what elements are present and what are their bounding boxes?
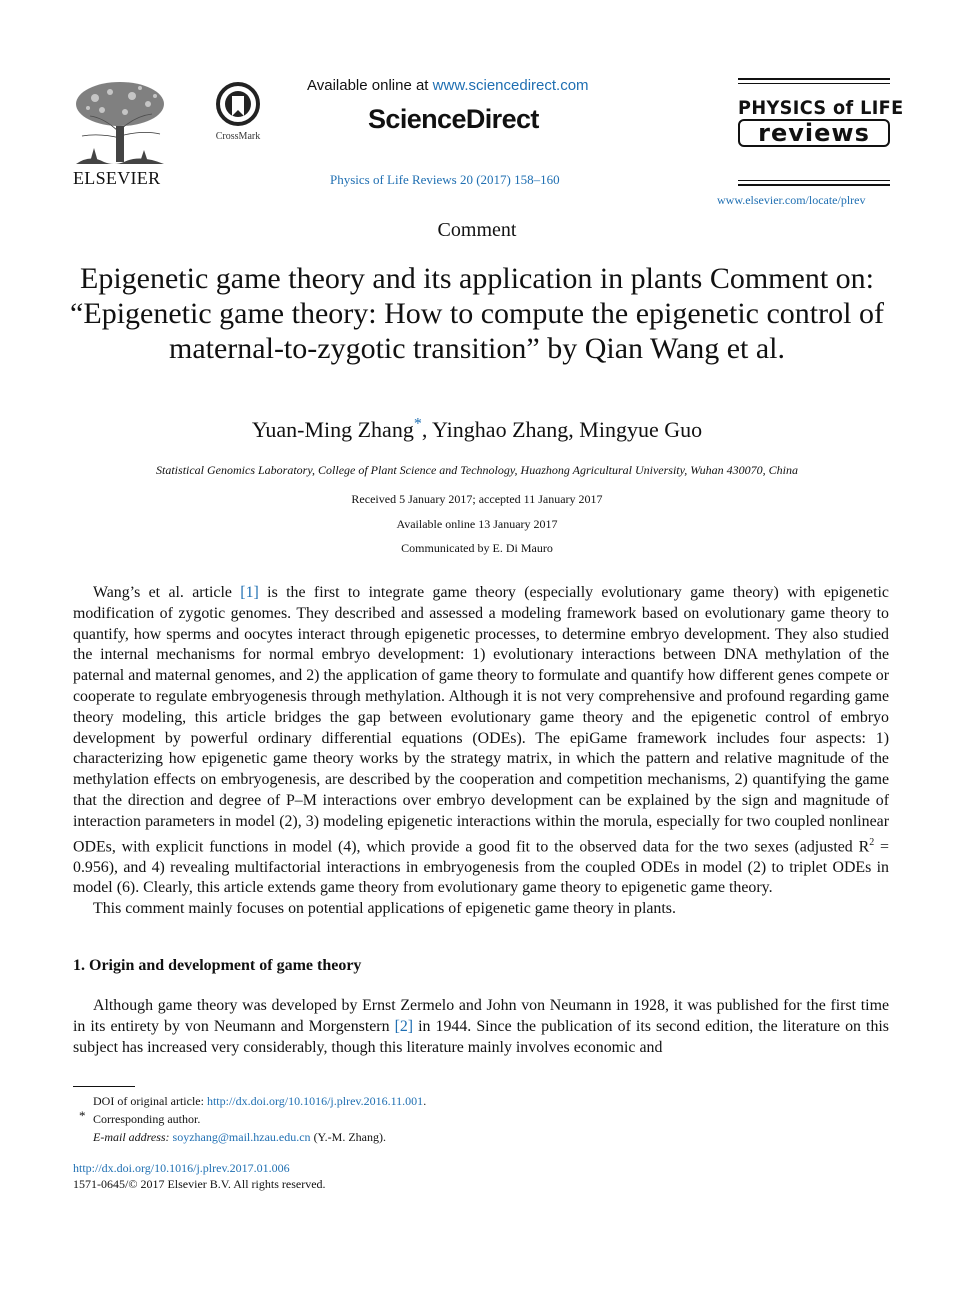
footnote-star: * bbox=[79, 1108, 86, 1123]
article-type: Comment bbox=[437, 219, 517, 241]
original-doi-link[interactable]: http://dx.doi.org/10.1016/j.plrev.2016.11.001 bbox=[206, 1094, 424, 1108]
crossmark-label: CrossMark bbox=[215, 131, 261, 142]
text-span: DOI of original article: bbox=[93, 1094, 207, 1108]
journal-title-line2: reviews bbox=[738, 119, 890, 147]
text-span: . bbox=[423, 1094, 427, 1108]
text-span: (Y.-M. Zhang). bbox=[310, 1130, 386, 1144]
section-text bbox=[73, 996, 889, 1058]
text-span: Corresponding author. bbox=[93, 1112, 201, 1126]
crossmark-icon bbox=[216, 82, 260, 126]
text-span: = 0.956), and 4) revealing multifactorial interactions in embryogenesis from the coupled ODEs in model (2) to triplet ODEs in model (6). Clearly, this article extends game theory from evolutionary game theory to epigenetic game theory. bbox=[73, 837, 889, 897]
article-dates bbox=[0, 487, 954, 561]
page-footer bbox=[73, 1160, 326, 1192]
paragraph bbox=[73, 583, 889, 899]
text-span: is the first to integrate game theory (especially evolutionary game theory) with epigenetic modification of zygotic genomes. They described and assessed a modeling framework based on evolutionary game theory to quantify, how sperms and oocytes interact through epigenetic processes, to determine embryo development. They also studied the internal mechanisms for normal embryo development: 1) evolutionary interactions between DNA methylation of the paternal and maternal genomes, and 2) the application of game theory to formulate and quantify how different genes compete or cooperate to regulate embryogenesis through methylation. Although it is not very comprehensive and profound regarding game theory modeling, this article bridges the gap between evolutionary game theory and the epigenetic control of embryo development by powerful ordinary differential equations (ODEs). The epiGame framework includes four aspects: 1) characterizing how epigenetic game theory works by the strategy matrix, in which the pattern and relative magnitude of the methylation effects on embryogenesis, are described by the cooperation and competition mechanisms, 2) quantifying the game that the direction and degree of P–M interactions over embryo development can be explained by the sign and magnitude of interaction parameters in model (2), 3) modeling epigenetic interactions within the morula, especially for two coupled nonlinear ODEs, with explicit functions in model (4), which provide a good fit to the observed data for the two sexes (adjusted R bbox=[73, 584, 889, 855]
sciencedirect-link[interactable]: www.sciencedirect.com bbox=[432, 77, 589, 94]
reference-link[interactable]: [1] bbox=[240, 584, 259, 601]
sciencedirect-brand: ScienceDirect bbox=[368, 104, 539, 134]
corresponding-author-mark[interactable]: * bbox=[413, 415, 422, 433]
issn-copyright: 1571-0645/© 2017 Elsevier B.V. All rights reserved. bbox=[73, 1177, 326, 1191]
crossmark-badge[interactable] bbox=[210, 82, 266, 142]
paragraph bbox=[73, 996, 889, 1058]
page-header bbox=[0, 0, 954, 215]
footnote-rule bbox=[73, 1086, 135, 1087]
journal-logo bbox=[738, 78, 904, 190]
paragraph: This comment mainly focuses on potential applications of epigenetic game theory in plants. bbox=[93, 900, 676, 918]
received-date: Received 5 January 2017; accepted 11 January 2017 bbox=[351, 492, 603, 506]
bottom-rule-thin bbox=[738, 180, 890, 181]
doi-footnote bbox=[73, 1092, 889, 1110]
reference-link[interactable]: [2] bbox=[394, 1017, 414, 1035]
text-span: in 1944. Since the publication of its second edition, the literature on this subject has increased very considerably, though this literature mainly involves economic and bbox=[73, 1017, 889, 1056]
top-rule-thin bbox=[738, 83, 890, 84]
intro-text bbox=[73, 583, 889, 920]
text-span: Wang’s et al. article bbox=[93, 584, 241, 601]
elsevier-tree-icon bbox=[70, 78, 170, 166]
section-heading: 1. Origin and development of game theory bbox=[73, 957, 362, 974]
journal-title-line1: PHYSICS of LIFE bbox=[738, 97, 904, 119]
footnotes bbox=[73, 1092, 889, 1146]
corresponding-footnote bbox=[73, 1110, 889, 1128]
email-footnote bbox=[73, 1128, 889, 1146]
communicated-by: Communicated by E. Di Mauro bbox=[401, 541, 553, 555]
superscript: 2 bbox=[869, 836, 875, 848]
publisher-name: ELSEVIER bbox=[73, 168, 161, 188]
available-prefix: Available online at bbox=[307, 77, 433, 94]
available-date: Available online 13 January 2017 bbox=[396, 516, 558, 531]
email-link[interactable]: soyzhang@mail.hzau.edu.cn bbox=[172, 1130, 311, 1144]
article-title: Epigenetic game theory and its application in plants Comment on: “Epigenetic game theory: How to compute the epigenetic control of maternal-to-zygotic transition” by Qian Wang et al. bbox=[70, 262, 884, 365]
top-rule bbox=[738, 78, 890, 80]
journal-url[interactable]: www.elsevier.com/locate/plrev bbox=[717, 193, 866, 207]
other-authors: , Yinghao Zhang, Mingyue Guo bbox=[421, 417, 703, 442]
text-span: Although game theory was developed by Ernst Zermelo and John von Neumann in 1928, it was published for the first time in its entirety by von Neumann and Morgenstern bbox=[73, 997, 889, 1035]
available-online bbox=[307, 77, 589, 94]
bottom-rule bbox=[738, 184, 890, 186]
first-author: Yuan-Ming Zhang bbox=[251, 417, 414, 442]
email-label: E-mail address: bbox=[93, 1130, 173, 1144]
author-list bbox=[0, 417, 954, 443]
affiliation: Statistical Genomics Laboratory, College of Plant Science and Technology, Huazhong Agricultural University, Wuhan 430070, China bbox=[156, 463, 798, 477]
article-doi-link[interactable]: http://dx.doi.org/10.1016/j.plrev.2017.01.006 bbox=[73, 1161, 290, 1175]
journal-citation[interactable]: Physics of Life Reviews 20 (2017) 158–160 bbox=[330, 172, 560, 187]
